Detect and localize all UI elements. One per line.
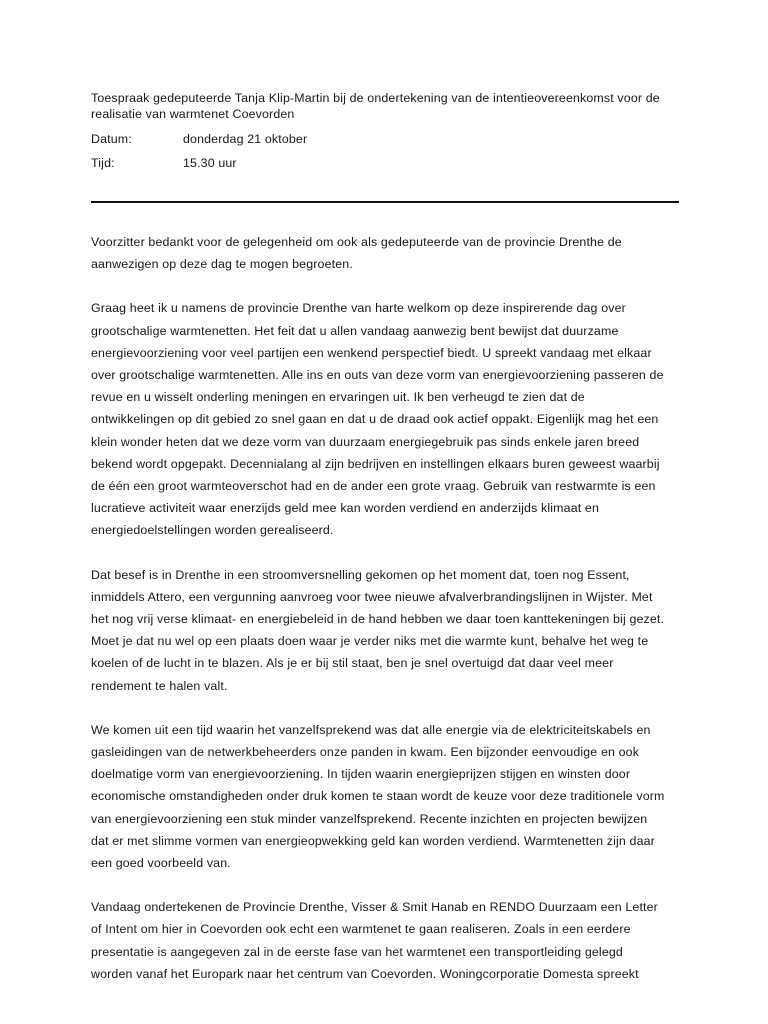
text-line: Voorzitter bedankt voor de gelegenheid om ook als gedeputeerde van de provincie Drenthe de xyxy=(91,235,622,249)
paragraph-4 xyxy=(91,719,691,874)
time-label: Tijd: xyxy=(91,156,115,170)
text-line: grootschalige warmtenetten. Het feit dat u allen vandaag aanwezig bent bewijst dat duurzame xyxy=(91,323,619,338)
text-line: doelmatige vorm van energievoorziening. In tijden waarin energieprijzen stijgen en winsten door xyxy=(91,767,631,782)
text-line: Moet je dat nu wel op een plaats doen waar je verder niks met die warmte kunt, behalve het weg te xyxy=(91,634,649,649)
text-line: ontwikkelingen op dit gebied zo snel gaan en dat u de draad ook actief oppakt. Eigenlijk mag het een xyxy=(91,412,659,427)
text-line: gasleidingen van de netwerkbeheerders onze panden in kwam. Een bijzonder eenvoudige en ook xyxy=(91,745,640,760)
document-header xyxy=(91,90,691,175)
text-line: energievoorziening voor veel partijen een wenkend perspectief biedt. U spreekt vandaag met elkaar xyxy=(91,345,652,360)
paragraph-2 xyxy=(91,297,691,541)
text-line: revue en u wisselt onderling meningen en ervaringen uit. Ik ben verheugd te zien dat de xyxy=(91,390,585,405)
text-line: energiedoelstellingen worden gerealiseerd. xyxy=(91,523,334,538)
text-line: of Intent om hier in Coevorden ook echt een warmtenet te gaan realiseren. Zoals in een eerdere xyxy=(91,922,631,937)
text-line: Graag heet ik u namens de provincie Drenthe van harte welkom op deze inspirerende dag over xyxy=(91,301,626,316)
text-line: presentatie is aangegeven zal in de eerste fase van het warmtenet een transportleiding gelegd xyxy=(91,944,623,959)
text-line: de één een groot warmteoverschot had en de ander een grote vraag. Gebruik van restwarmte is een xyxy=(91,479,656,494)
text-line: lucratieve activiteit waar enerzijds geld mee kan worden verdiend en anderzijds klimaat en xyxy=(91,501,600,516)
text-line: koelen of de lucht in te blazen. Als je er bij stil staat, ben je snel overtuigd dat daar veel meer xyxy=(91,656,614,671)
paragraph-3 xyxy=(91,564,691,697)
text-line: rendement te halen valt. xyxy=(91,678,228,693)
text-line: inmiddels Attero, een vergunning aanvroeg voor twee nieuwe afvalverbrandingslijnen in Wijster. Met xyxy=(91,589,653,604)
text-line: klein wonder heten dat we deze vorm van duurzaam energiegebruik pas sinds enkele jaren breed xyxy=(91,434,640,449)
date-label: Datum: xyxy=(91,132,132,146)
text-line: aanwezigen op deze dag te mogen begroeten. xyxy=(91,257,353,272)
time-row xyxy=(91,151,691,175)
text-line: Vandaag ondertekenen de Provincie Drenthe, Visser & Smit Hanab en RENDO Duurzaam een Letter xyxy=(91,900,658,915)
header-divider xyxy=(91,201,679,203)
date-value: donderdag 21 oktober xyxy=(183,132,308,146)
title-line: realisatie van warmtenet Coevorden xyxy=(91,107,295,121)
text-line: economische omstandigheden onder druk komen te staan wordt de keuze voor deze traditionele vorm xyxy=(91,789,665,804)
text-line: Dat besef is in Drenthe in een stroomversnelling gekomen op het moment dat, toen nog Essent, xyxy=(91,567,630,582)
paragraph-5 xyxy=(91,896,691,985)
speech-title xyxy=(91,90,691,122)
text-line: van energievoorziening een stuk minder vanzelfsprekend. Recente inzichten en projecten bewijzen xyxy=(91,811,648,826)
text-line: dat er met slimme vormen van energieopwekking geld kan worden verdiend. Warmtenetten zijn daar xyxy=(91,833,655,848)
speech-body xyxy=(91,231,691,1007)
date-row xyxy=(91,127,691,151)
title-line: Toespraak gedeputeerde Tanja Klip-Martin bij de ondertekening van de intentieovereenkomst voor de xyxy=(91,91,660,105)
text-line: worden vanaf het Europark naar het centrum van Coevorden. Woningcorporatie Domesta spreekt xyxy=(91,966,639,981)
text-line: We komen uit een tijd waarin het vanzelfsprekend was dat alle energie via de elektriciteitskabels en xyxy=(91,722,651,737)
text-line: het nog vrij verse klimaat- en energiebeleid in de hand hebben we daar toen kanttekeningen bij gezet. xyxy=(91,612,665,627)
paragraph-1 xyxy=(91,231,691,275)
text-line: een goed voorbeeld van. xyxy=(91,856,231,871)
text-line: over grootschalige warmtenetten. Alle ins en outs van deze vorm van energievoorziening passeren de xyxy=(91,368,664,383)
text-line: bekend wordt opgepakt. Decennialang al zijn bedrijven en instellingen elkaars buren geweest waarbij xyxy=(91,456,660,471)
time-value: 15.30 uur xyxy=(183,156,237,170)
